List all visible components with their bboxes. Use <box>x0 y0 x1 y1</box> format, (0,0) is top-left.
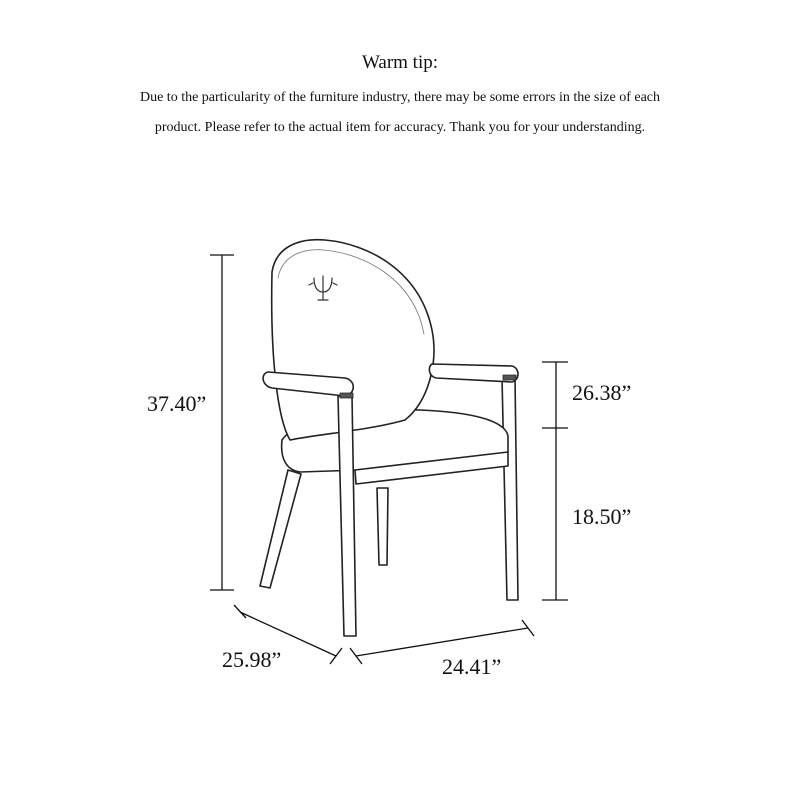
notice-line-2: product. Please refer to the actual item for accuracy. Thank you for your understanding. <box>154 120 646 135</box>
total-height-label: 37.40” <box>147 391 207 416</box>
seat-height-label: 18.50” <box>572 504 632 529</box>
chair-icon <box>260 240 518 636</box>
width-label: 24.41” <box>442 654 502 679</box>
depth-label: 25.98” <box>222 647 282 672</box>
chair-back-leg <box>377 488 388 565</box>
notice-line-1: Due to the particularity of the furniture industry, there may be some errors in the size of each <box>139 90 661 105</box>
notice-title: Warm tip: <box>361 52 439 73</box>
chair-left-front-leg <box>338 396 356 636</box>
arm-height-label: 26.38” <box>572 380 632 405</box>
chair-rear-left-leg <box>260 470 301 588</box>
chair-right-arm-post <box>502 378 518 600</box>
